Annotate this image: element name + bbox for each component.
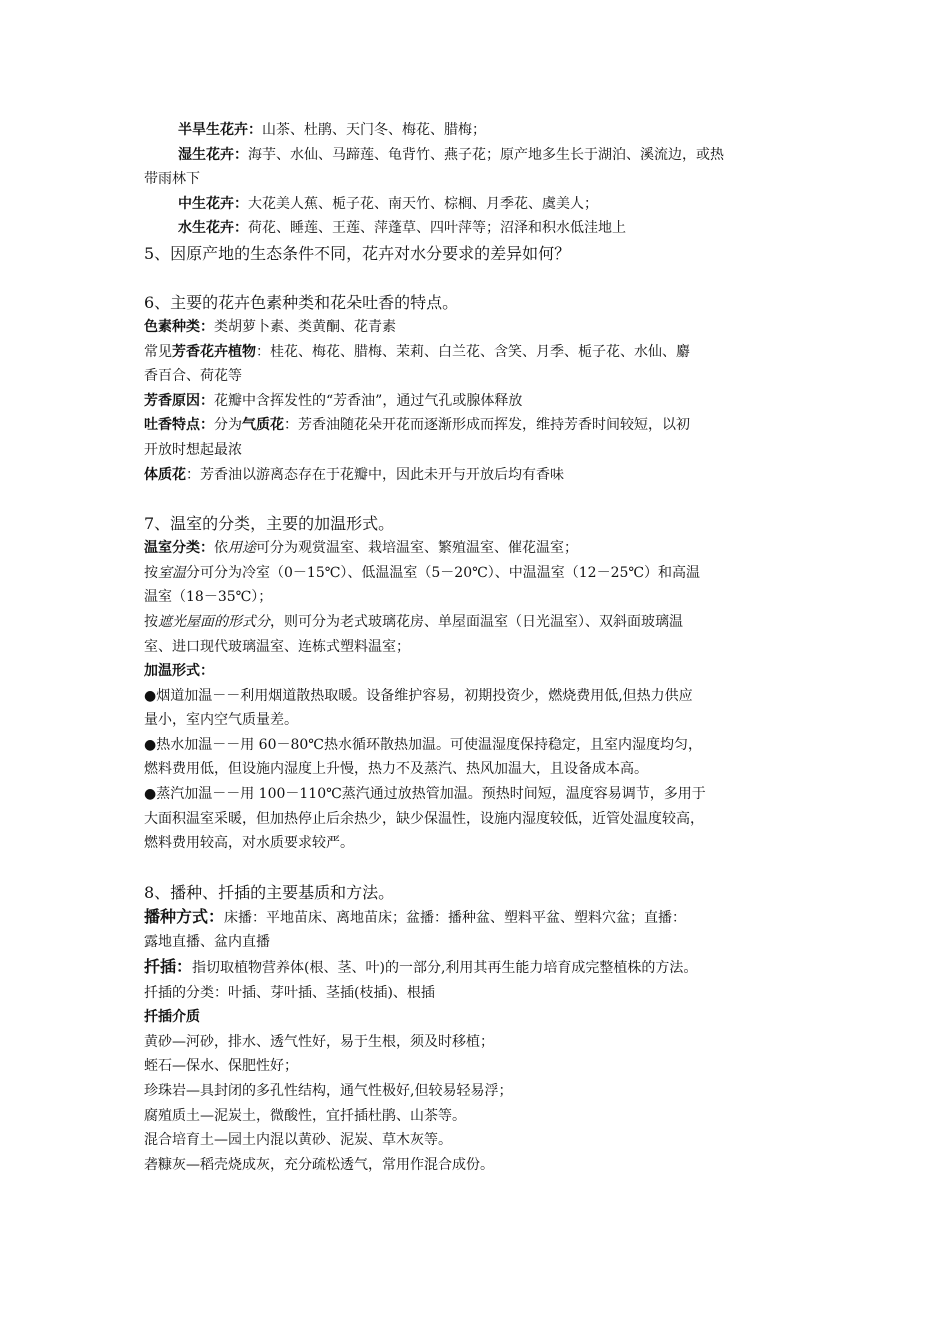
term-label: 芳香花卉植物	[172, 343, 256, 360]
text-line: 湿生花卉：海芋、水仙、马蹄莲、龟背竹、燕子花；原产地多生长于湖泊、溪流边，或热	[178, 146, 724, 163]
term-label: 吐香特点：	[144, 417, 214, 434]
spacer	[144, 487, 824, 511]
term-label: 播种方式：	[144, 906, 225, 926]
question-heading: 7、温室的分类，主要的加温形式。	[144, 514, 395, 534]
text-line	[144, 1005, 824, 1030]
text-line: 扦插的分类：叶插、芽叶插、茎插(枝插)、根插	[144, 984, 435, 1001]
bullet-line: ●烟道加温－－利用烟道散热取暖。设备维护容易，初期投资少，燃烧费用低,但热力供应	[144, 687, 693, 704]
text-line: 吐香特点：分为气质花：芳香油随花朵开花而逐渐形成而挥发，维持芳香时间较短，以初	[144, 417, 690, 434]
document-page	[144, 118, 824, 1177]
text-line: 混合培育土—园土内混以黄砂、泥炭、草木灰等。	[144, 1132, 452, 1149]
text-line: 腐殖质土—泥炭土，微酸性，宜扦插杜鹃、山茶等。	[144, 1107, 466, 1124]
text-line: 常见芳香花卉植物：桂花、梅花、腊梅、茉莉、白兰花、含笑、月季、栀子花、水仙、麝	[144, 343, 690, 360]
term-label: 色素种类：	[144, 318, 214, 335]
question-heading: 5、因原产地的生态条件不同，花卉对水分要求的差异如何？	[144, 243, 571, 263]
text-line: 开放时想起最浓	[144, 441, 242, 458]
text-line: 芳香原因：花瓣中含挥发性的“芳香油”，通过气孔或腺体释放	[144, 392, 523, 409]
text-line: 播种方式：床播：平地苗床、离地苗床；盆播：播种盆、塑料平盆、塑料穴盆；直播：	[144, 906, 687, 926]
term-label: 气质花	[242, 417, 284, 434]
text-line: 按遮光屋面的形式分，则可分为老式玻璃花房、单屋面温室（日光温室）、双斜面玻璃温	[144, 613, 683, 630]
emphasis-text: 用途	[228, 540, 256, 557]
text-line: 按室温分可分为冷室（0－15℃）、低温温室（5－20℃）、中温温室（12－25℃）和高温	[144, 564, 701, 581]
text-line: 带雨林下	[144, 171, 200, 188]
text-line: 水生花卉：荷花、睡莲、王莲、萍蓬草、四叶萍等；沼泽和积水低洼地上	[178, 220, 626, 237]
text-line: 燃料费用低，但设施内湿度上升慢，热力不及蒸汽、热风加温大，且设备成本高。	[144, 761, 648, 778]
term-label: 湿生花卉：	[178, 146, 248, 163]
text-line: 中生花卉：大花美人蕉、栀子花、南天竹、棕榈、月季花、虞美人；	[178, 195, 598, 212]
text-line: 温室分类：依用途可分为观赏温室、栽培温室、繁殖温室、催花温室；	[144, 540, 578, 557]
spacer	[144, 856, 824, 880]
term-label: 体质花	[144, 466, 186, 483]
emphasis-text: 遮光屋面的形式分	[158, 613, 270, 630]
term-label: 温室分类：	[144, 540, 214, 557]
term-label: 半旱生花卉：	[178, 122, 262, 138]
text-line: 量小，室内空气质量差。	[144, 712, 298, 729]
question-heading: 6、主要的花卉色素种类和花朵吐香的特点。	[144, 292, 459, 312]
text-line: 燃料费用较高，对水质要求较严。	[144, 835, 354, 852]
spacer	[144, 266, 824, 290]
term-label: 芳香原因：	[144, 392, 214, 409]
text-line: 蛭石—保水、保肥性好；	[144, 1058, 298, 1075]
text-line: 露地直播、盆内直播	[144, 934, 270, 951]
text-line: 扦插：指切取植物营养体(根、茎、叶)的一部分,利用其再生能力培育成完整植株的方法。	[144, 957, 698, 977]
term-label: 扦插：	[144, 957, 193, 977]
text-line: 砻糠灰—稻壳烧成灰，充分疏松透气，常用作混合成份。	[144, 1156, 494, 1173]
text-line: 大面积温室采暖，但加热停止后余热少，缺少保温性，设施内湿度较低，近管处温度较高，	[144, 810, 704, 827]
bullet-line: ●蒸汽加温－－用 100－110℃蒸汽通过放热管加温。预热时间短，温度容易调节，多用于	[144, 786, 706, 803]
text-line: 黄砂—河砂，排水、透气性好，易于生根，须及时移植；	[144, 1033, 494, 1050]
term-label: 中生花卉：	[178, 195, 248, 212]
text-line: 香百合、荷花等	[144, 368, 242, 385]
text-line: 珍珠岩—具封闭的多孔性结构，通气性极好,但较易轻易浮；	[144, 1083, 513, 1099]
term-label: 加温形式：	[144, 663, 214, 680]
emphasis-text: 室温	[158, 564, 186, 581]
term-label: 扦插介质	[144, 1009, 200, 1026]
text-line: 色素种类：类胡萝卜素、类黄酮、花青素	[144, 318, 396, 335]
term-label: 水生花卉：	[178, 220, 248, 237]
text-line: 温室（18－35℃）；	[144, 589, 273, 606]
text-line: 半旱生花卉：山茶、杜鹃、天门冬、梅花、腊梅；	[178, 122, 486, 138]
question-heading: 8、播种、扦插的主要基质和方法。	[144, 882, 395, 902]
text-line: 体质花：芳香油以游离态存在于花瓣中，因此未开与开放后均有香味	[144, 466, 564, 483]
text-line: 室、进口现代玻璃温室、连栋式塑料温室；	[144, 638, 410, 655]
text-line	[144, 659, 824, 684]
bullet-line: ●热水加温－－用 60－80℃热水循环散热加温。可使温湿度保持稳定，且室内湿度均匀，	[144, 736, 702, 753]
